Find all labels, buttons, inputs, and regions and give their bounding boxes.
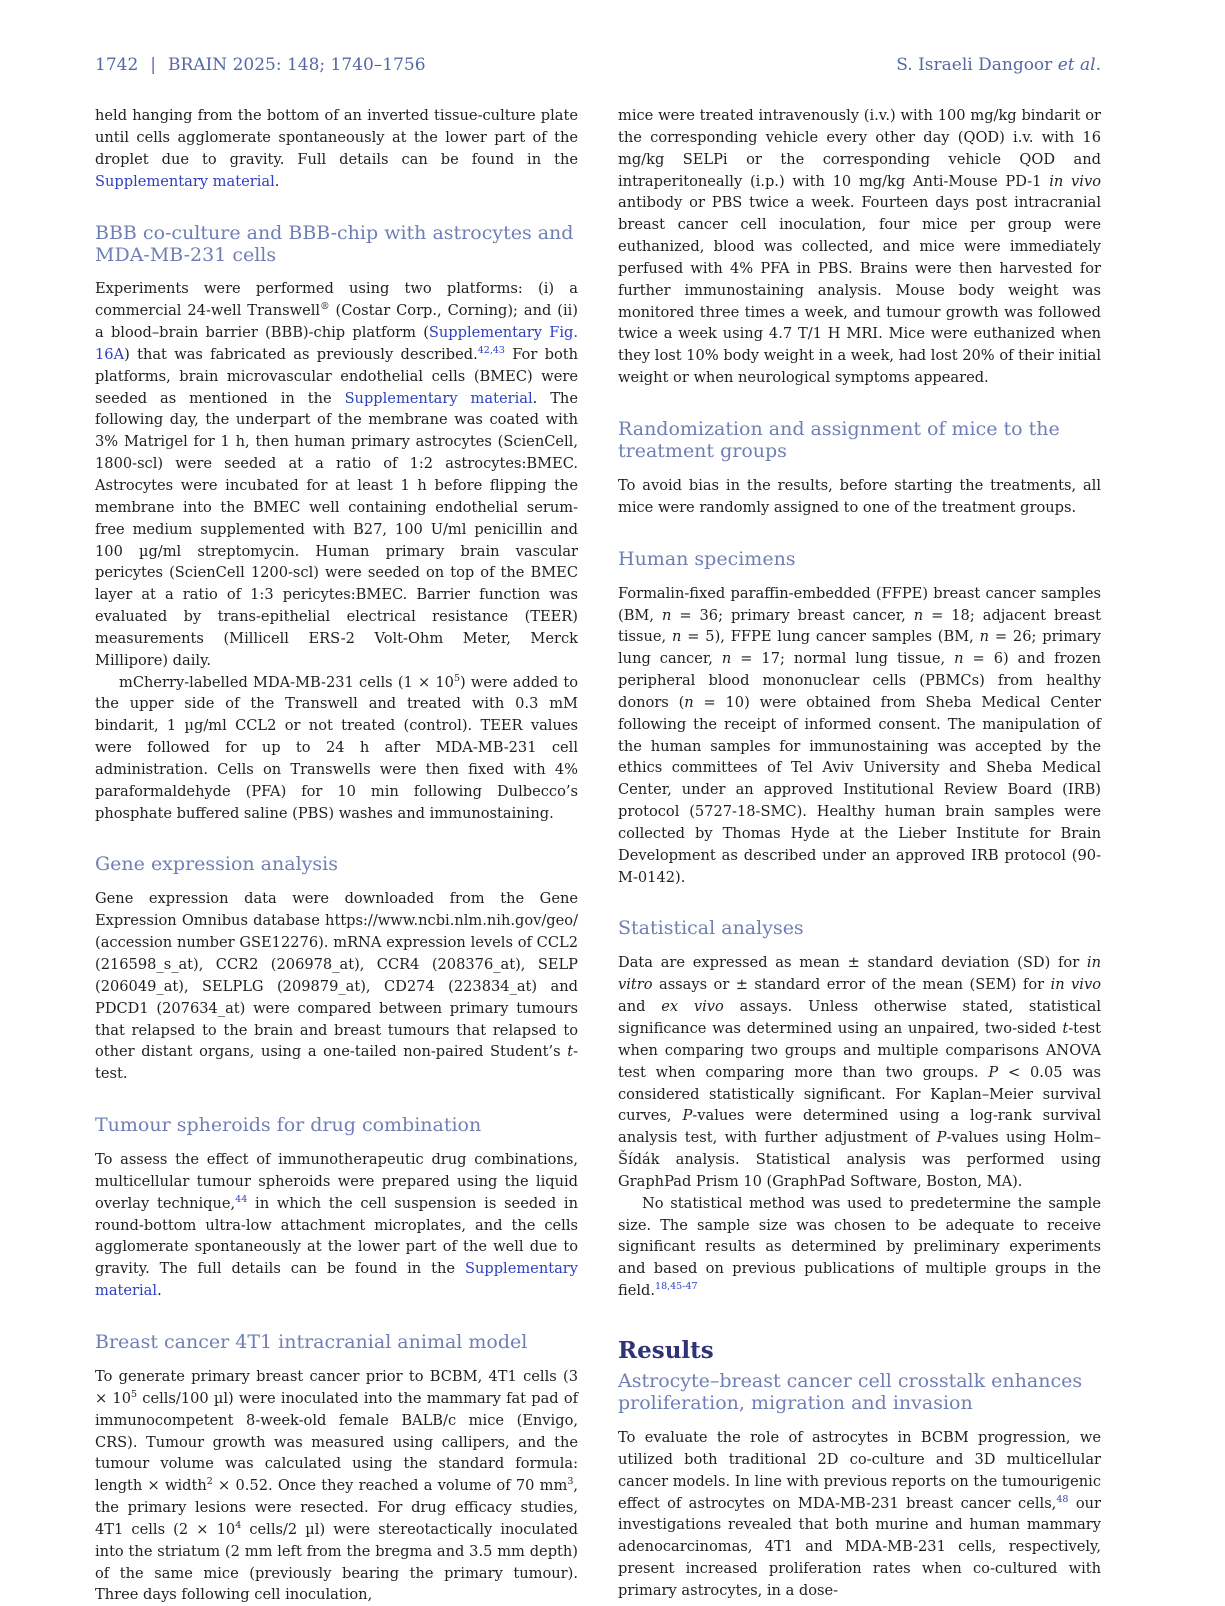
italic-text: ex vivo bbox=[661, 998, 724, 1016]
text: (Costar Corp., Corning); and (ii) a blood–brain barrier (BBB)-chip platform ( bbox=[95, 302, 578, 342]
italic-p: P bbox=[682, 1107, 693, 1125]
text: in which the cell suspension is seeded in round-bottom ultra-low attachment microplates, and the cells agglomerate spontaneously at the lower part of the well due to gravity. The full details can be found in the bbox=[95, 1194, 578, 1278]
text: held hanging from the bottom of an inverted tissue-culture plate until cells agglomerate spontaneously at the lower part of the droplet due to gravity. Full details can be found in the bbox=[95, 107, 578, 168]
section-heading-astrocyte-crosstalk: Astrocyte–breast cancer cell crosstalk enhances proliferation, migration and invasion bbox=[618, 1369, 1083, 1414]
italic-n: n bbox=[954, 650, 964, 668]
text: For both platforms, brain microvascular endothelial cells (BMEC) were seeded as mentioned in the bbox=[95, 345, 578, 407]
text: = 17; normal lung tissue, bbox=[731, 650, 955, 668]
text: = 36; primary breast cancer, bbox=[671, 606, 914, 624]
supplementary-fig-link[interactable]: Supplementary Fig. 16A bbox=[95, 324, 578, 363]
italic-n: n bbox=[979, 628, 990, 646]
text: mice were treated intravenously (i.v.) with 100 mg/kg bindarit or the corresponding vehicle every other day (QOD) i.v. with 16 mg/kg SELPi or the corresponding vehicle QOD and intraperitoneally (i.p.) with 10 mg/kg Anti-Mouse PD-1 bbox=[618, 107, 1101, 190]
section-heading-spheroids: Tumour spheroids for drug combination bbox=[95, 1114, 482, 1137]
text: Experiments were performed using two platforms: (i) a commercial 24-well Transwell bbox=[95, 280, 578, 320]
section-heading-statistics: Statistical analyses bbox=[618, 917, 804, 940]
text: To generate primary breast cancer prior to BCBM, 4T1 cells (3 × 10 bbox=[95, 1367, 578, 1407]
superscript: 2 bbox=[206, 1476, 213, 1488]
header-left bbox=[95, 55, 426, 75]
text: = 26; primary lung cancer, bbox=[618, 628, 1101, 668]
reference-link[interactable]: 42,43 bbox=[477, 345, 505, 357]
text: -values were determined using a log-rank survival analysis test, with further adjustment of bbox=[618, 1107, 1102, 1147]
text: < 0.05 was considered statistically significant. For Kaplan–Meier survival curves, bbox=[618, 1063, 1101, 1125]
supplementary-link[interactable]: Supplementary material bbox=[95, 1260, 578, 1300]
italic-n: n bbox=[661, 606, 672, 624]
text: Gene expression data were downloaded from the Gene Expression Omnibus database https://www.ncbi.nlm.nih.gov/geo/ (accession number GSE12276). mRNA expression levels of CCL2 (216598_s_at), CCR2 (206978_at), CCR4 (208376_at), SELP (206049_at), SELPLG (209879_at), CD274 (223834_at) and PDCD1 (207634_at) were compared between primary tumours that relapsed to the brain and breast tumours that relapsed to other distant organs, using a one-tailed non-paired Student’s bbox=[95, 890, 578, 1061]
text: assays. Unless otherwise stated, statistical significance was determined using an unpaired, two-sided bbox=[618, 998, 1101, 1037]
italic-text: in vivo bbox=[1050, 976, 1102, 994]
italic-p: P bbox=[988, 1063, 999, 1081]
author-names: S. Israeli Dangoor bbox=[896, 55, 1053, 75]
text: -values using Holm–Šídák analysis. Statistical analysis was performed using GraphPad Prism 10 (GraphPad Software, Boston, MA). bbox=[618, 1129, 1101, 1190]
italic-text: in vitro bbox=[618, 954, 1101, 994]
superscript: 4 bbox=[235, 1520, 242, 1532]
text: No statistical method was used to predetermine the sample size. The sample size was chosen to be adequate to receive significant results as determined by preliminary experiments and based on previous publications of multiple groups in the field. bbox=[618, 1194, 1101, 1300]
text: . bbox=[157, 1282, 162, 1300]
supplementary-link[interactable]: Supplementary material bbox=[344, 389, 533, 407]
text: -test when comparing two groups and multiple comparisons ANOVA test when comparing more than two groups. bbox=[618, 1020, 1101, 1081]
text: -test. bbox=[95, 1043, 578, 1083]
page-number: 1742 bbox=[95, 55, 139, 75]
text: To assess the effect of immunotherapeutic drug combinations, multicellular tumour spheroids were prepared using the liquid overlay technique, bbox=[95, 1151, 578, 1212]
section-heading-gene: Gene expression analysis bbox=[95, 853, 338, 876]
italic-t: t bbox=[1062, 1020, 1069, 1037]
paragraph-spheroids bbox=[95, 1149, 578, 1302]
paragraph-4t1 bbox=[95, 1366, 578, 1606]
text: × 0.52. Once they reached a volume of 70 mm bbox=[212, 1477, 568, 1495]
paragraph-mcherry bbox=[95, 672, 578, 825]
paragraph-randomization: To avoid bias in the results, before starting the treatments, all mice were randomly assigned to one of the treatment groups. bbox=[618, 476, 1101, 516]
supplementary-link[interactable]: Supplementary material bbox=[95, 172, 275, 190]
text: mCherry-labelled MDA-MB-231 cells (1 × 10 bbox=[119, 673, 454, 691]
text: , the primary lesions were resected. For drug efficacy studies, 4T1 cells (2 × 10 bbox=[95, 1477, 578, 1538]
section-heading-bbb: BBB co-culture and BBB-chip with astrocytes and MDA-MB-231 cells bbox=[95, 222, 574, 267]
text: Data are expressed as mean ± standard deviation (SD) for bbox=[618, 954, 1087, 972]
italic-p: P bbox=[936, 1129, 947, 1147]
text: To evaluate the role of astrocytes in BCBM progression, we utilized both traditional 2D co-culture and 3D multicellular cancer models. In line with previous reports on the tumourigenic effect of astrocytes on MDA-MB-231 breast cancer cells, bbox=[618, 1428, 1102, 1512]
text: ) that was fabricated as previously described. bbox=[124, 345, 478, 363]
italic-t: t bbox=[567, 1043, 574, 1061]
paragraph-treatment bbox=[618, 105, 1101, 389]
reference-link[interactable]: 44 bbox=[235, 1193, 248, 1205]
reference-link[interactable]: 18,45-47 bbox=[655, 1281, 698, 1293]
text: our investigations revealed that both murine and human mammary adenocarcinomas, 4T1 and MDA-MB-231 cells, respectively, present increased proliferation rates when co-cultured with primary astrocytes, in a dose- bbox=[618, 1494, 1101, 1599]
right-column bbox=[618, 105, 1101, 1602]
text: = 5), FFPE lung cancer samples (BM, bbox=[681, 628, 980, 646]
journal-citation: BRAIN 2025: 148; 1740–1756 bbox=[168, 55, 426, 75]
text: . The following day, the underpart of the membrane was coated with 3% Matrigel for 1 h, then human primary astrocytes (ScienCell, 1800-scl) were seeded at a ratio of 1:2 astrocytes:BMEC. Astrocytes were incubated for at least 1 h before flipping the membrane into the BMEC well containing endothelial serum-free medium supplemented with B27, 100 U/ml penicillin and 100 µg/ml streptomycin. Human primary brain vascular pericytes (ScienCell 1200-scl) were seeded on top of the BMEC layer at a ratio of 1:3 pericytes:BMEC. Barrier function was evaluated by trans-epithelial electrical resistance (TEER) measurements (Millicell ERS-2 Volt-Ohm Meter, Merck Millipore) daily. bbox=[95, 389, 578, 669]
text: ) were added to the upper side of the Transwell and treated with 0.3 mM bindarit, 1 µg/ml CCL2 or not treated (control). TEER values were followed for up to 24 h after MDA-MB-231 cell administration. Cells on Transwells were then fixed with 4% paraformaldehyde (PFA) for 10 min following Dulbecco’s phosphate buffered saline (PBS) washes and immunostaining. bbox=[95, 673, 578, 822]
italic-n: n bbox=[684, 693, 694, 711]
section-heading-human-specimens: Human specimens bbox=[618, 547, 796, 570]
text: antibody or PBS twice a week. Fourteen days post intracranial breast cancer cell inoculation, four mice per group were euthanized, blood was collected, and mice were immediately perfused with 4% PFA in PBS. Brains were then harvested for further immunostaining analysis. Mouse body weight was monitored three times a week, and tumour growth was followed twice a week using 4.7 T/1 H MRI. Mice were euthanized when they lost 10% body weight in a week, had lost 20% of their initial weight or when neurological symptoms appeared. bbox=[618, 194, 1101, 387]
paragraph-gene bbox=[95, 888, 578, 1085]
italic-n: n bbox=[913, 606, 924, 624]
paragraph-results bbox=[618, 1427, 1101, 1602]
italic-n: n bbox=[721, 650, 732, 668]
superscript: 5 bbox=[453, 672, 461, 684]
reference-link[interactable]: 48 bbox=[1056, 1493, 1069, 1505]
text: Formalin-fixed paraffin-embedded (FFPE) breast cancer samples (BM, bbox=[618, 584, 1101, 624]
superscript: 3 bbox=[567, 1476, 574, 1488]
paragraph-human-specimens bbox=[618, 583, 1101, 889]
paragraph-intro bbox=[95, 105, 578, 192]
header-right bbox=[896, 55, 1101, 75]
text: = 18; adjacent breast tissue, bbox=[618, 606, 1102, 646]
left-column bbox=[95, 105, 578, 1606]
text: cells/100 µl) were inoculated into the mammary fat pad of immunocompetent 8-week-old female BALB/c mice (Envigo, CRS). Tumour growth was measured using callipers, and the tumour volume was calculated using the standard formula: length × width bbox=[95, 1389, 579, 1495]
text: and bbox=[618, 998, 662, 1016]
registered-mark: ® bbox=[320, 301, 330, 313]
text: = 6) and frozen peripheral blood mononuclear cells (PBMCs) from healthy donors ( bbox=[618, 650, 1101, 711]
text: assays or ± standard error of the mean (SEM) for bbox=[652, 976, 1051, 994]
section-heading-4t1: Breast cancer 4T1 intracranial animal model bbox=[95, 1330, 528, 1353]
italic-n: n bbox=[672, 628, 682, 646]
paragraph-bbb bbox=[95, 278, 578, 671]
results-heading: Results bbox=[618, 1336, 714, 1364]
header-separator: | bbox=[150, 55, 156, 75]
paragraph-statistics bbox=[618, 952, 1101, 1192]
et-al: et al. bbox=[1057, 55, 1101, 75]
text: cells/2 µl) were stereotactically inoculated into the striatum (2 mm left from the bregma and 3.5 mm depth) of the same mice (previously bearing the primary tumour). Three days following cell inoculation, bbox=[95, 1520, 578, 1604]
italic-text: in vivo bbox=[1049, 172, 1101, 190]
superscript: 5 bbox=[131, 1388, 138, 1400]
text: = 10) were obtained from Sheba Medical Center following the receipt of informed consent. The manipulation of the human samples for immunostaining was accepted by the ethics committees of Tel Aviv University and Sheba Medical Center, under an approved Institutional Review Board (IRB) protocol (5727-18-SMC). Healthy human brain samples were collected by Thomas Hyde at the Lieber Institute for Brain Development as described under an approved IRB protocol (90-M-0142). bbox=[618, 693, 1101, 886]
section-heading-randomization: Randomization and assignment of mice to the treatment groups bbox=[618, 417, 1060, 462]
text: . bbox=[274, 172, 280, 190]
paragraph-sample-size bbox=[618, 1193, 1101, 1302]
running-header bbox=[95, 55, 1101, 75]
